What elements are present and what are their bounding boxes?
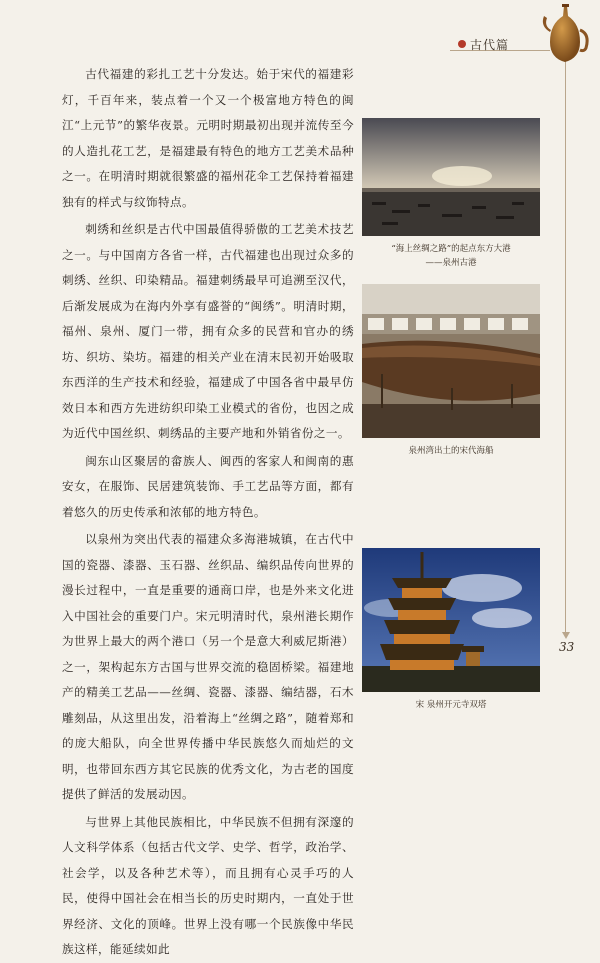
harbor-caption-line2: ——泉州古港 xyxy=(425,258,477,268)
ewer-icon xyxy=(538,2,590,66)
margin-rule-arrow xyxy=(562,632,570,639)
ship-caption: 泉州湾出土的宋代海船 xyxy=(408,446,494,456)
paragraph: 以泉州为突出代表的福建众多海港城镇，在古代中国的瓷器、漆器、玉石器、丝织品、编织品传向世界的漫长过程中，一直是重要的通商口岸，也是外来文化进入中国社会的重要门户。宋元明清时代，泉州港长期作为世界上最大的两个港口（另一个是意大利威尼斯港）之一，架构起东方古国与世界交流的稳固桥梁。福建地产的精美工艺品——丝绸、瓷器、漆器、编结器，石木雕刻品，从这里出发，沿着海上“丝绸之路”，随着郑和的庞大船队，向全世界传播中华民族悠久而灿烂的文明，也带回东西方其它民族的优秀文化，为古老的国度提供了鲜活的发展动因。 xyxy=(62,532,354,801)
page-number: 33 xyxy=(559,640,575,654)
harbor-caption-line1: “海上丝绸之路”的起点东方大港 xyxy=(391,244,511,254)
pagoda-caption: 宋 泉州开元寺双塔 xyxy=(415,700,487,710)
body-text xyxy=(62,62,354,963)
harbor-caption xyxy=(362,242,540,270)
section-bullet-icon xyxy=(458,40,466,48)
paragraph: 闽东山区聚居的畲族人、闽西的客家人和闽南的惠安女，在服饰、民居建筑装饰、手工艺品等方面，都有着悠久的历史传承和浓郁的地方特色。 xyxy=(62,453,354,519)
ship-photo xyxy=(362,284,540,438)
paragraph: 刺绣和丝织是古代中国最值得骄傲的工艺美术技艺之一。与中国南方各省一样，古代福建也出现过众多的刺绣、丝织、印染精品。福建刺绣最早可追溯至汉代，后渐发展成为在海内外享有盛誉的“闽绣”。明清时期，福州、泉州、厦门一带，拥有众多的民营和官办的绣坊、织坊、染坊。福建的相关产业在清末民初开始吸取东西洋的生产技术和经验，福建成了中国各省中最早仿效日本和西方先进纺织印染工业模式的省份，也因之成为近代中国丝织、刺绣品的主要产地和外销省份之一。 xyxy=(62,222,354,440)
harbor-photo xyxy=(362,118,540,236)
margin-rule xyxy=(565,50,566,635)
paragraph: 古代福建的彩扎工艺十分发达。始于宋代的福建彩灯，千百年来，装点着一个又一个极富地方特色的闽江“上元节”的繁华夜景。元明时期最初出现并流传至今的人造扎花工艺，是福建最有特色的地方工艺美术品种之一。在明清时期就很繁盛的福州花伞工艺保持着福建独有的样式与纹饰特点。 xyxy=(62,67,354,209)
pagoda-photo xyxy=(362,548,540,692)
section-label: 古代篇 xyxy=(470,38,510,52)
paragraph: 与世界上其他民族相比，中华民族不但拥有深邃的人文科学体系（包括古代文学、史学、哲学，政治学、社会学，以及各种艺术等），而且拥有心灵手巧的人民，使得中国社会在相当长的历史时期内，一直处于世界经济、文化的顶峰。世界上没有哪一个民族像中华民族这样，能延续如此 xyxy=(62,814,354,956)
